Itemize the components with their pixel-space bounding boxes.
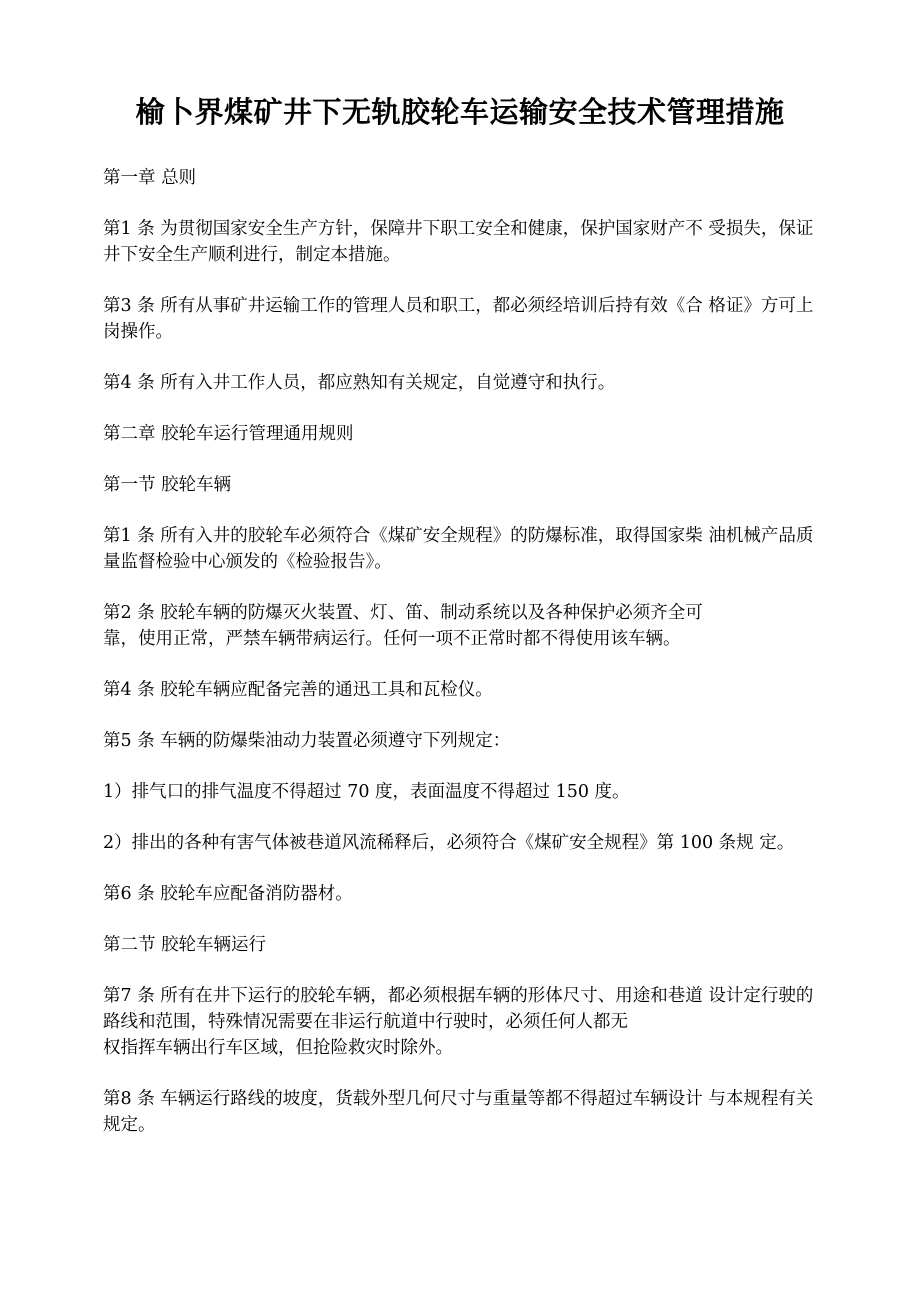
- article-paragraph: 第7 条 所有在井下运行的胶轮车辆，都必须根据车辆的形体尺寸、用途和巷道 设计定行驶的路线和范围，特殊情况需要在非运行航道中行驶时，必须任何人都无 权指挥车辆出行车区域，但抢险救灾时除外。: [103, 986, 814, 1058]
- chapter-heading: 第一章 总则: [103, 168, 197, 188]
- article-paragraph: 第1 条 为贯彻国家安全生产方针，保障井下职工安全和健康，保护国家财产不 受损失，保证井下安全生产顺利进行，制定本措施。: [103, 219, 814, 265]
- article-paragraph: 第6 条 胶轮车应配备消防器材。: [103, 884, 353, 904]
- article-paragraph: 第4 条 胶轮车辆应配备完善的通迅工具和瓦检仪。: [103, 680, 493, 700]
- section-heading: 第一节 胶轮车辆: [103, 475, 232, 495]
- document-body: [103, 165, 815, 1163]
- article-paragraph: 第1 条 所有入井的胶轮车必须符合《煤矿安全规程》的防爆标准，取得国家柴 油机械产品质量监督检验中心颁发的《检验报告》。: [103, 526, 814, 572]
- document-title: 榆卜界煤矿井下无轨胶轮车运输安全技术管理措施: [135, 95, 785, 129]
- chapter-heading: 第二章 胶轮车运行管理通用规则: [103, 424, 354, 444]
- article-paragraph: 第8 条 车辆运行路线的坡度，货载外型几何尺寸与重量等都不得超过车辆设计 与本规程有关规定。: [103, 1089, 814, 1135]
- article-paragraph: 第5 条 车辆的防爆柴油动力装置必须遵守下列规定：: [103, 731, 511, 751]
- article-paragraph: 第4 条 所有入井工作人员，都应熟知有关规定，自觉遵守和执行。: [103, 373, 616, 393]
- list-item: 1）排气口的排气温度不得超过 70 度，表面温度不得超过 150 度。: [103, 782, 630, 802]
- section-heading: 第二节 胶轮车辆运行: [103, 935, 267, 955]
- article-paragraph: 第3 条 所有从事矿井运输工作的管理人员和职工，都必须经培训后持有效《合 格证》方可上岗操作。: [103, 296, 814, 342]
- article-paragraph: 第2 条 胶轮车辆的防爆灭火装置、灯、笛、制动系统以及各种保护必须齐全可 靠，使用正常，严禁车辆带病运行。任何一项不正常时都不得使用该车辆。: [103, 603, 703, 649]
- list-item: 2）排出的各种有害气体被巷道风流稀释后，必须符合《煤矿安全规程》第 100 条规 定。: [103, 833, 795, 853]
